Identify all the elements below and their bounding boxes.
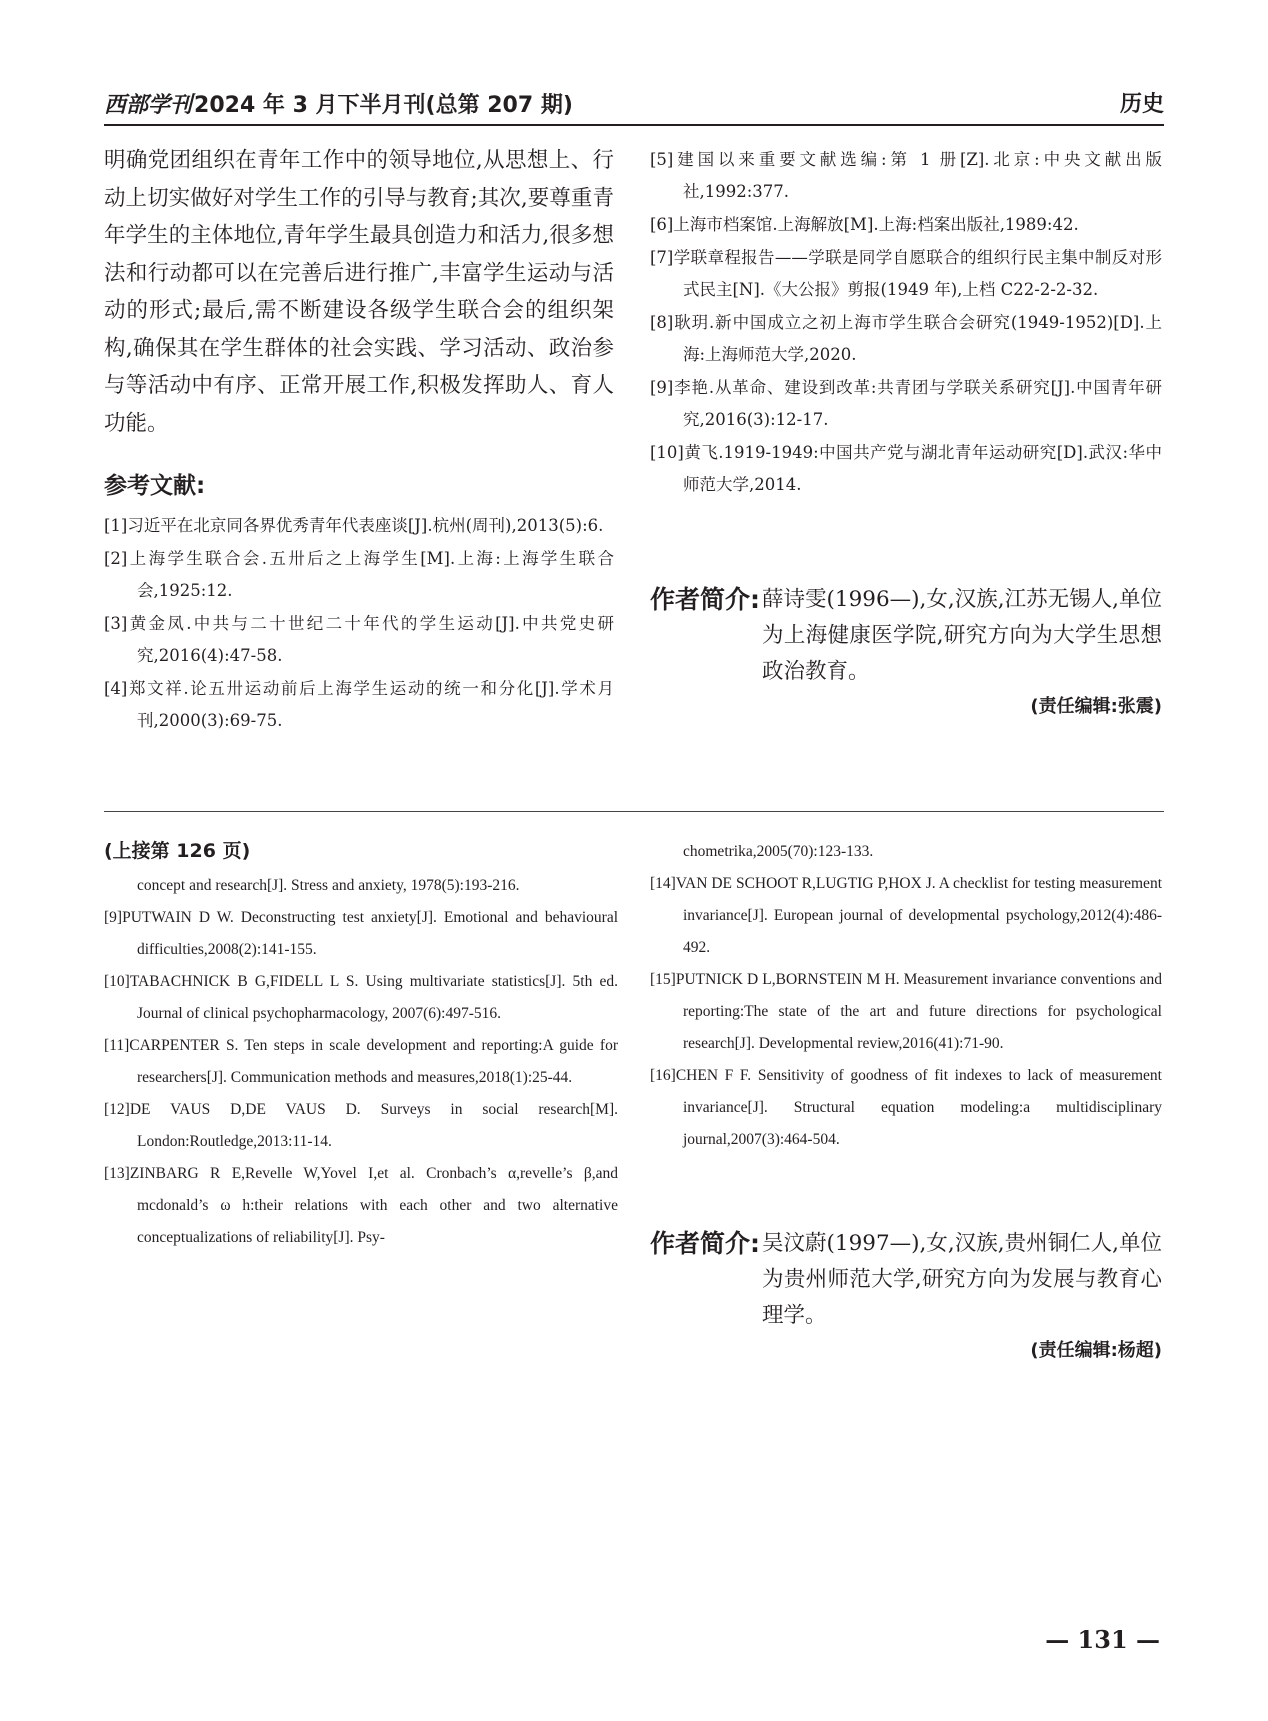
reference-item: [10]黄飞.1919-1949:中国共产党与湖北青年运动研究[D].武汉:华中师范大学,2014. [650, 443, 1162, 494]
article-divider [104, 811, 1164, 812]
author-bio-top [650, 582, 1162, 732]
body-paragraph: 明确党团组织在青年工作中的领导地位,从思想上、行动上切实做好对学生工作的引导与教育;其次,要尊重青年学生的主体地位,青年学生最具创造力和活力,很多想法和行动都可以在完善后进行推广,丰富学生运动与活动的形式;最后,需不断建设各级学生联合会的组织架构,确保其在学生群体的社会实践、学习活动、政治参与等活动中有序、正常开展工作,积极发挥助人、育人功能。 [104, 148, 614, 436]
reference-item: [14]VAN DE SCHOOT R,LUGTIG P,HOX J. A checklist for testing measurement invariance[J]. European journal of developmental psychology,2012(4):486-492. [650, 875, 1162, 956]
responsible-editor: (责任编辑:张震) [1030, 696, 1162, 717]
author-bio-bottom [650, 1226, 1162, 1376]
journal-logo: 西部学刊 [104, 92, 193, 118]
author-bio-text: 吴汶蔚(1997—),女,汉族,贵州铜仁人,单位为贵州师范大学,研究方向为发展与教育心理学。 [762, 1231, 1162, 1328]
reference-item: [9]PUTWAIN D W. Deconstructing test anxiety[J]. Emotional and behavioural difficulties,2008(2):141-155. [104, 909, 618, 958]
reference-item: [7]学联章程报告——学联是同学自愿联合的组织行民主集中制反对形式民主[N].《大公报》剪报(1949 年),上档 C22-2-2-32. [650, 248, 1162, 299]
bottom-right-column [650, 836, 1162, 1156]
running-header [104, 90, 1164, 122]
author-bio-label: 作者简介: [650, 1229, 760, 1258]
responsible-editor: (责任编辑:杨超) [1030, 1340, 1162, 1361]
reference-item: [11]CARPENTER S. Ten steps in scale development and reporting:A guide for researchers[J]. Communication methods and measures,2018(1):25-44. [104, 1037, 618, 1086]
reference-item: [10]TABACHNICK B G,FIDELL L S. Using multivariate statistics[J]. 5th ed. Journal of clinical psychopharmacology, 2007(6):497-516. [104, 973, 618, 1022]
reference-item: [4]郑文祥.论五卅运动前后上海学生运动的统一和分化[J].学术月刊,2000(3):69-75. [104, 679, 614, 730]
references-list-left [104, 870, 618, 1254]
top-right-column [650, 144, 1162, 501]
references-list-right [650, 144, 1162, 501]
reference-item: chometrika,2005(70):123-133. [683, 843, 874, 860]
reference-item: [16]CHEN F F. Sensitivity of goodness of fit indexes to lack of measurement invariance[J]. Structural equation modeling:a multidisciplinary journal,2007(3):464-504. [650, 1067, 1162, 1148]
header-rule [104, 124, 1164, 126]
bottom-left-column [104, 836, 618, 1254]
reference-item: [15]PUTNICK D L,BORNSTEIN M H. Measurement invariance conventions and reporting:The state of the art and future directions for psychological research[J]. Developmental review,2016(41):71-90. [650, 971, 1162, 1052]
author-bio-text: 薛诗雯(1996—),女,汉族,江苏无锡人,单位为上海健康医学院,研究方向为大学生思想政治教育。 [762, 587, 1162, 684]
references-list-right [650, 836, 1162, 1156]
reference-item: [9]李艳.从革命、建设到改革:共青团与学联关系研究[J].中国青年研究,2016(3):12-17. [650, 378, 1162, 429]
page-number: — 131 — [1045, 1625, 1160, 1654]
reference-item: [2]上海学生联合会.五卅后之上海学生[M].上海:上海学生联合会,1925:12. [104, 549, 614, 600]
reference-item: [6]上海市档案馆.上海解放[M].上海:档案出版社,1989:42. [650, 215, 1079, 234]
reference-item: [3]黄金凤.中共与二十世纪二十年代的学生运动[J].中共党史研究,2016(4):47-58. [104, 614, 614, 665]
reference-item: [5]建国以来重要文献选编:第 1 册[Z].北京:中央文献出版社,1992:377. [650, 150, 1162, 201]
reference-item: [13]ZINBARG R E,Revelle W,Yovel I,et al. Cronbach’s α,revelle’s β,and mcdonald’s ω h:their relations with each other and two alternative conceptualizations of reliability[J]. Psy- [104, 1165, 618, 1246]
reference-item: concept and research[J]. Stress and anxiety, 1978(5):193-216. [137, 877, 520, 894]
continued-from-note: (上接第 126 页) [104, 840, 251, 862]
references-heading: 参考文献: [104, 473, 206, 499]
references-list-left [104, 510, 614, 737]
reference-item: [1]习近平在北京同各界优秀青年代表座谈[J].杭州(周刊),2013(5):6. [104, 516, 604, 535]
journal-title [104, 90, 573, 121]
author-bio-label: 作者简介: [650, 585, 760, 614]
issue-info: 2024 年 3 月下半月刊(总第 207 期) [194, 93, 573, 118]
reference-item: [12]DE VAUS D,DE VAUS D. Surveys in social research[M]. London:Routledge,2013:11-14. [104, 1101, 618, 1150]
section-label: 历史 [1119, 92, 1164, 117]
reference-item: [8]耿玥.新中国成立之初上海市学生联合会研究(1949-1952)[D].上海:上海师范大学,2020. [650, 313, 1162, 364]
top-left-column [104, 142, 614, 737]
